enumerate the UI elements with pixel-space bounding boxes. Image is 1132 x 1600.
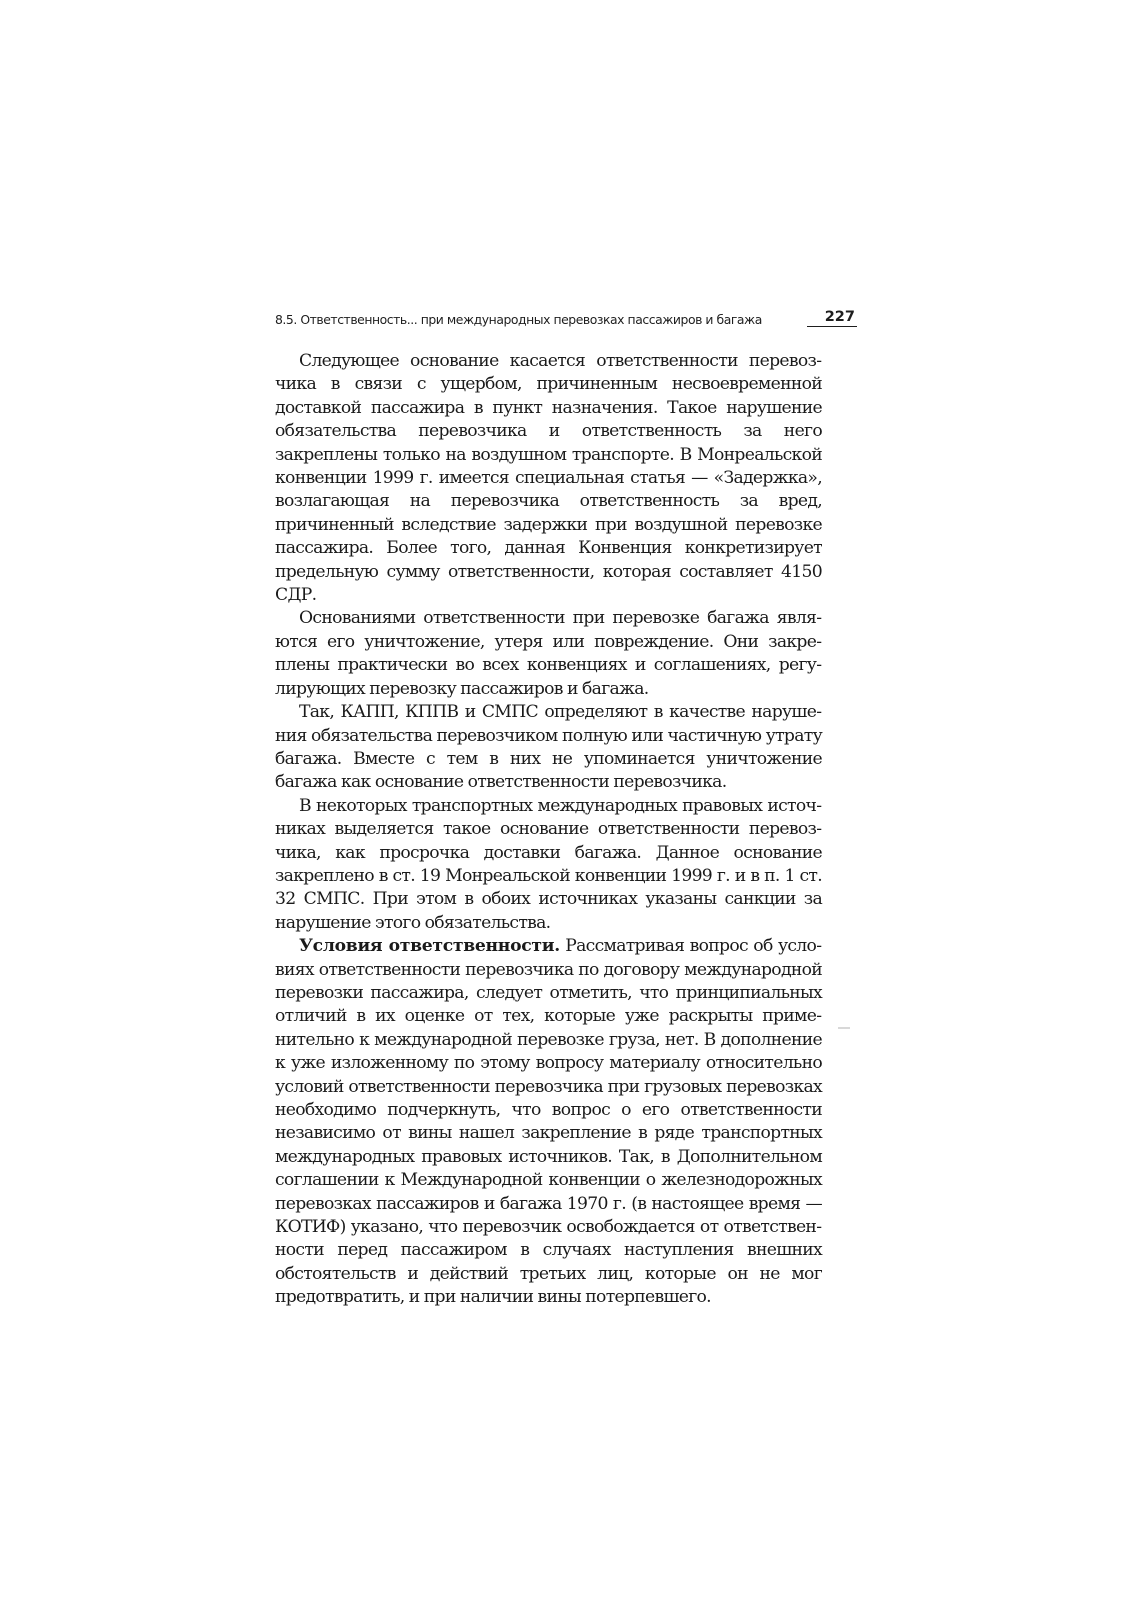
paragraph-text: Так, КАПП, КППВ и СМПС определяют в качестве нарушения обязательства перевозчиком полную или частичную утрату багажа. Вместе с тем в них не упоминается уничтожение багажа как основание ответственности перевозчика. [275, 702, 822, 793]
paragraph-text: Рассматривая вопрос об условиях ответственности перевозчика по договору международной перевозки пассажира, следует отметить, что принципиальных отличий в их оценке от тех, которые уже раскрыты применительно к международной перевозке груза, нет. В дополнение к уже изложенному по этому вопросу материалу относительно условий ответственности перевозчика при грузовых перевозках необходимо подчеркнуть, что вопрос о его ответственности независимо от вины нашел закрепление в ряде транспортных международных правовых источников. Так, в Дополнительном соглашении к Международной конвенции о железнодорожных перевозках пассажиров и багажа 1970 г. (в настоящее время — КОТИФ) указано, что перевозчик освобождается от ответственности перед пассажиром в случаях наступления внешних обстоятельств и действий третьих лиц, которые он не мог предотвратить, и при наличии вины потерпевшего. [275, 936, 822, 1308]
running-header-title: 8.5. Ответственность... при международных перевозках пассажиров и багажа [275, 312, 762, 327]
paragraph [275, 701, 822, 795]
paragraph-text: В некоторых транспортных международных правовых источниках выделяется такое основание ответственности перевозчика, как просрочка доставки багажа. Данное основание закреплено в ст. 19 Монреальской конвенции 1999 г. и в п. 1 ст. 32 СМПС. При этом в обоих источниках указаны санкции за нарушение этого обязательства. [275, 795, 822, 933]
paragraph [275, 795, 822, 935]
run-in-heading: Условия ответственности. [299, 936, 560, 957]
paragraph-text: Основаниями ответственности при перевозке багажа являются его уничтожение, утеря или повреждение. Они закреплены практически во всех конвенциях и соглашениях, регулирующих перевозку пассажиров и багажа. [275, 608, 822, 699]
page-number: 227 [807, 308, 857, 327]
body-text [275, 350, 822, 1310]
paragraph [275, 935, 822, 1310]
running-header [275, 305, 857, 327]
scan-bleed-mark [838, 1027, 850, 1029]
paragraph-text: Следующее основание касается ответственности перевозчика в связи с ущербом, причиненным несвоевременной доставкой пассажира в пункт назначения. Такое нарушение обязательства перевозчика и ответственность за него закреплены только на воздушном транспорте. В Монреальской конвенции 1999 г. имеется специальная статья — «Задержка», возлагающая на перевозчика ответственность за вред, причиненный вследствие задержки при воздушной перевозке пассажира. Более того, данная Конвенция конкретизирует предельную сумму ответственности, которая составляет 4150 СДР. [275, 351, 822, 606]
paragraph [275, 350, 822, 607]
paragraph [275, 607, 822, 701]
